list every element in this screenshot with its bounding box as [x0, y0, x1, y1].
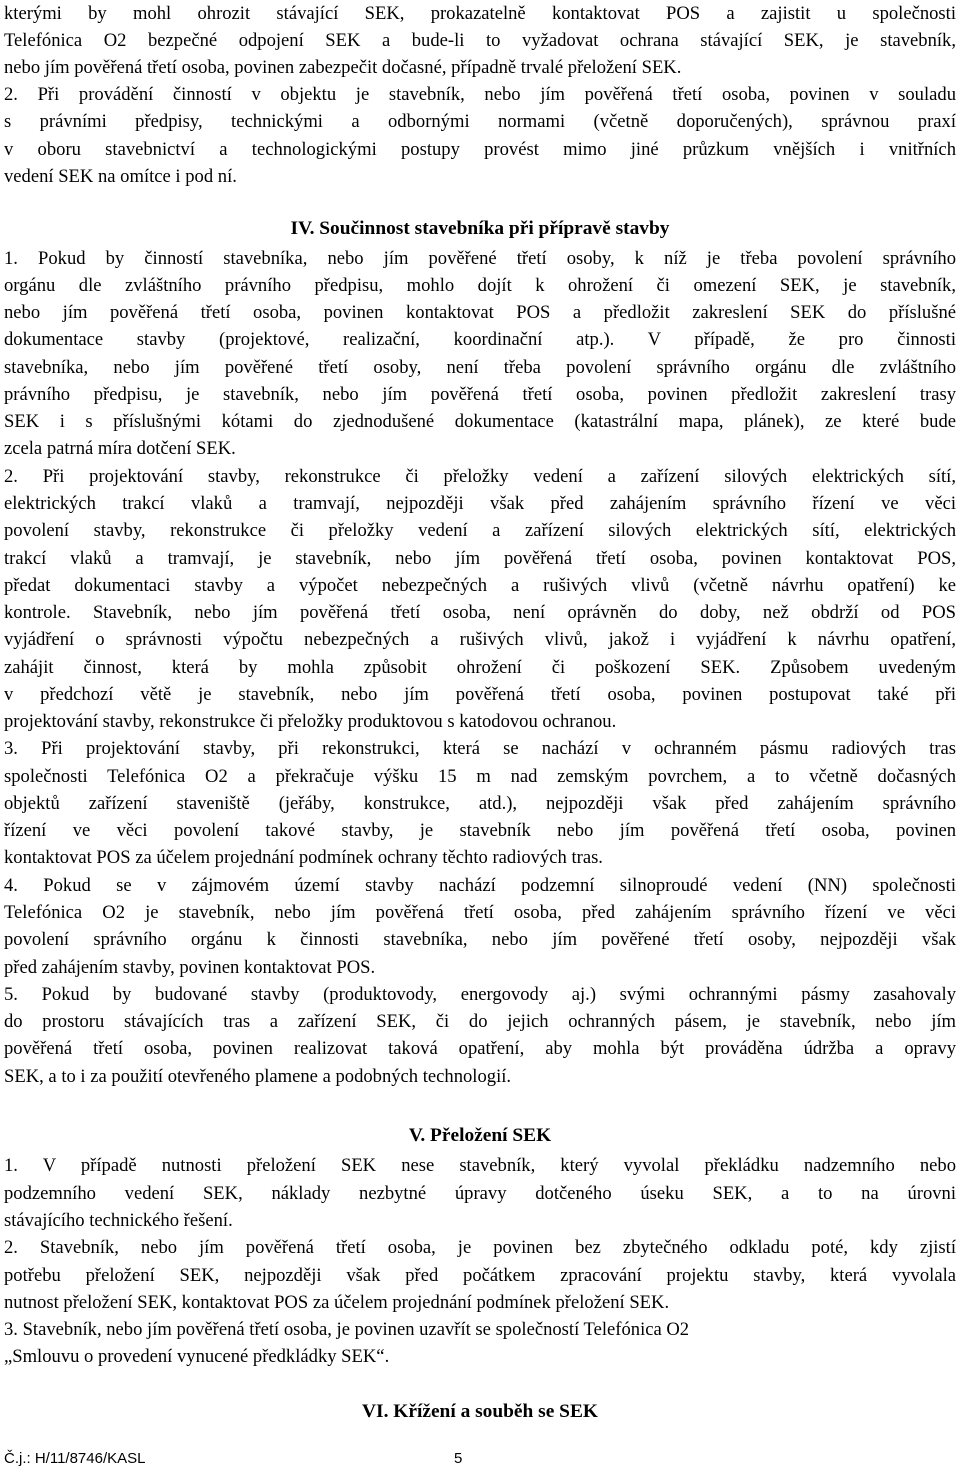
text-line: projektování stavby, rekonstrukce či přeložky produktovou s katodovou ochranou. — [4, 711, 617, 732]
text-line: 2. Při provádění činností v objektu je stavebník, nebo jím pověřená třetí osoba, povinen v souladu — [4, 84, 956, 105]
text-line: nebo jím pověřená třetí osoba, povinen zabezpečit dočasné, případně trvalé přeložení SEK. — [4, 57, 682, 78]
section-heading-iv: IV. Součinnost stavebníka při přípravě stavby — [290, 218, 670, 239]
text-line: SEK i s příslušnými kótami do zjednodušené dokumentace (katastrální mapa, plánek), ze které bude — [4, 411, 956, 432]
text-line: SEK, a to i za použití otevřeného plamene a podobných technologií. — [4, 1066, 512, 1087]
text-line: kontrole. Stavebník, nebo jím pověřená třetí osoba, není oprávněn do doby, než obdrží od POS — [4, 602, 956, 623]
text-line: povolení stavby, rekonstrukce či přeložky vedení a zařízení silových elektrických sítí, elektrických — [4, 520, 956, 541]
text-line: nebo jím pověřená třetí osoba, povinen kontaktovat POS a předložit zakreslení SEK do příslušné — [4, 302, 956, 323]
text-line: zcela patrná míra dotčení SEK. — [4, 438, 236, 459]
text-line: orgánu dle zvláštního právního předpisu, mohlo dojít k ohrožení či omezení SEK, je stavebník, — [4, 275, 956, 296]
page-footer — [4, 1450, 944, 1472]
text-line: v oboru stavebnictví a technologickými postupy provést mimo jiné průzkum vnějších i vnitřních — [4, 139, 956, 160]
text-line: právního předpisu, je stavebník, nebo jím pověřená třetí osoba, povinen předložit zakreslení trasy — [4, 384, 956, 405]
text-line: Telefónica O2 bezpečné odpojení SEK a bude-li to vyžadovat ochrana stávající SEK, je stavebník, — [4, 30, 956, 51]
text-line: podzemního vedení SEK, náklady nezbytné úpravy dotčeného úseku SEK, a to na úrovni — [4, 1183, 956, 1204]
text-line: stavebníka, nebo jím pověřené třetí osoby, není třeba povolení správního orgánu dle zvláštního — [4, 357, 956, 378]
text-line: zahájit činnost, která by mohla způsobit ohrožení či poškození SEK. Způsobem uvedeným — [4, 657, 956, 678]
page-number: 5 — [454, 1450, 463, 1467]
text-line: 3. Při projektování stavby, při rekonstrukci, která se nachází v ochranném pásmu radiových tras — [4, 738, 956, 759]
text-line: 1. Pokud by činností stavebníka, nebo jím pověřené třetí osoby, k níž je třeba povolení správního — [4, 248, 956, 269]
text-line: kontaktovat POS za účelem projednání podmínek ochrany těchto radiových tras. — [4, 847, 603, 868]
text-line: 2. Při projektování stavby, rekonstrukce či přeložky vedení a zařízení silových elektrických sítí, — [4, 466, 956, 487]
text-line: společnosti Telefónica O2 a překračuje výšku 15 m nad zemským povrchem, a to včetně dočasných — [4, 766, 956, 787]
text-line: dokumentace stavby (projektové, realizační, koordinační atp.). V případě, že pro činnosti — [4, 329, 956, 350]
text-line: s právními předpisy, technickými a odbornými normami (včetně doporučených), správnou praxí — [4, 111, 956, 132]
text-line: 1. V případě nutnosti přeložení SEK nese stavebník, který vyvolal překládku nadzemního nebo — [4, 1155, 956, 1176]
text-line: 3. Stavebník, nebo jím pověřená třetí osoba, je povinen uzavřít se společností Telefónica O2 — [4, 1319, 690, 1340]
text-line: předat dokumentaci stavby a výpočet nebezpečných a rušivých vlivů (včetně návrhu opatření) ke — [4, 575, 956, 596]
text-line: nutnost přeložení SEK, kontaktovat POS za účelem projednání podmínek přeložení SEK. — [4, 1292, 670, 1313]
text-line: v předchozí větě je stavebník, nebo jím pověřená třetí osoba, povinen postupovat také při — [4, 684, 956, 705]
section-heading-v: V. Přeložení SEK — [408, 1125, 552, 1146]
text-line: kterými by mohl ohrozit stávající SEK, prokazatelně kontaktovat POS a zajistit u společnosti — [4, 3, 956, 24]
text-line: 2. Stavebník, nebo jím pověřená třetí osoba, je povinen bez zbytečného odkladu poté, kdy zjistí — [4, 1237, 956, 1258]
document-reference: Č.j.: H/11/8746/KASL — [4, 1450, 146, 1467]
text-line: stávajícího technického řešení. — [4, 1210, 233, 1231]
text-line: do prostoru stávajících tras a zařízení SEK, či do jejich ochranných pásem, je stavebník, nebo jím — [4, 1011, 956, 1032]
text-line: 5. Pokud by budované stavby (produktovody, energovody aj.) svými ochrannými pásmy zasahovaly — [4, 984, 956, 1005]
text-line: vyjádření o správnosti výpočtu nebezpečných a rušivých vlivů, jakož i vyjádření k návrhu opatření, — [4, 629, 956, 650]
text-line: „Smlouvu o provedení vynucené předkládky SEK“. — [4, 1346, 390, 1367]
text-line: trakcí vlaků a tramvají, je stavebník, nebo jím pověřená třetí osoba, povinen kontaktovat POS, — [4, 548, 956, 569]
text-line: Telefónica O2 je stavebník, nebo jím pověřená třetí osoba, před zahájením správního řízení ve věci — [4, 902, 956, 923]
text-line: potřebu přeložení SEK, nejpozději však před počátkem zpracování projektu stavby, která vyvolala — [4, 1265, 956, 1286]
text-line: povolení správního orgánu k činnosti stavebníka, nebo jím pověřené třetí osoby, nejpozději však — [4, 929, 956, 950]
text-line: objektů zařízení staveniště (jeřáby, konstrukce, atd.), nejpozději však před zahájením správního — [4, 793, 956, 814]
text-line: před zahájením stavby, povinen kontaktovat POS. — [4, 957, 376, 978]
text-line: elektrických trakcí vlaků a tramvají, nejpozději však před zahájením správního řízení ve věci — [4, 493, 956, 514]
text-line: 4. Pokud se v zájmovém území stavby nachází podzemní silnoproudé vedení (NN) společnosti — [4, 875, 956, 896]
text-line: pověřená třetí osoba, povinen realizovat taková opatření, aby mohla být prováděna údržba a opravy — [4, 1038, 956, 1059]
section-heading-vi: VI. Křížení a souběh se SEK — [362, 1401, 598, 1422]
text-line: řízení ve věci povolení takové stavby, je stavebník nebo jím pověřená třetí osoba, povinen — [4, 820, 956, 841]
text-line: vedení SEK na omítce i pod ní. — [4, 166, 237, 187]
